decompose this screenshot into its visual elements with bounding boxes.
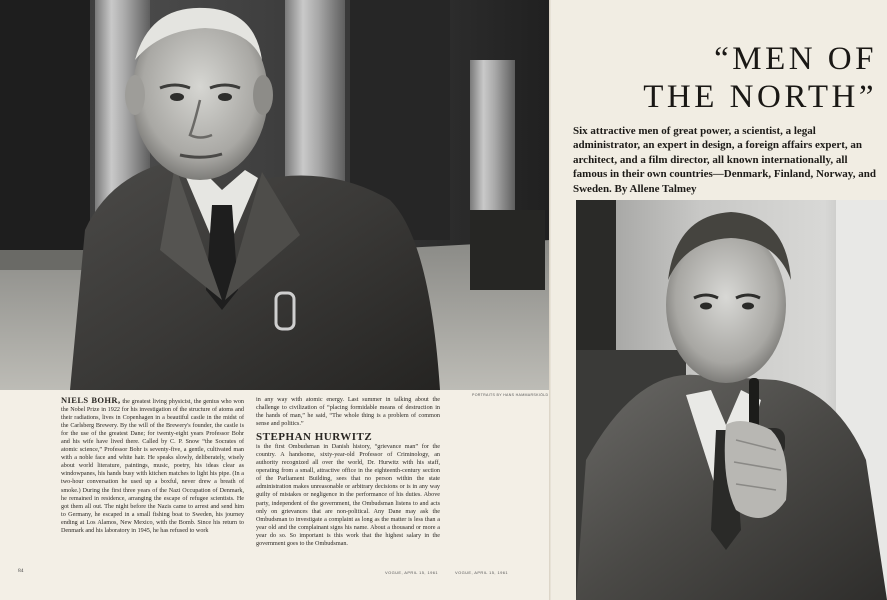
second-column <box>256 396 440 548</box>
bohr-continued: in any way with atomic energy. Last summer in talking about the challenge to civilization of “placing formidable means of destruction in the hands of man,” he said, “The whole thing is a problem of common sense and politics.” <box>256 397 440 428</box>
photo-credit: PORTRAITS BY HANS HAMMARSKIÖLD <box>472 393 549 397</box>
bohr-body: the greatest living physicist, the genius who won the Nobel Prize in 1922 for his investigation of the structure of atoms and their radiations, lives in Copenhagen in a beautiful castle in the midst of the Carlsberg Brewery. By the will of the Brewery's founder, the castle is for the use of the greatest Dane; for twenty-eight years Professor Bohr and his wife have lived there. Called by C. P. Snow “the Socrates of atomic science,” Professor Bohr is seventy-five, a gentle, cultivated man with a noble face and white hair. He speaks slowly, deliberately, wisely about world literature, paintings, music, poetry, his ideas clear as windowpanes, his hands busy with kitchen matches to light his pipe. (In a two-hour conversation he used up a boxful, never drew a breath of smoke.) During the first three years of the Nazi Occupation of Denmark, he remained in residence, arranging the escape of refugee scientists. He got them all out. The night before the Nazis came to arrest and send him to Germany, he escaped in a small fishing boat to Sweden, his journey ending at Los Alamos, New Mexico, with the Bomb. Since his return to Denmark and his laboratory in 1945, he has refused to work <box>61 399 244 534</box>
folio-date-right: VOGUE, APRIL 15, 1961 <box>455 570 508 575</box>
article-headline <box>572 40 877 116</box>
hurwitz-name: STEPHAN HURWITZ <box>256 431 373 444</box>
article-subhead: Six attractive men of great power, a scientist, a legal administrator, an expert in design, a foreign affairs expert, an architect, and a film director, all known internationally, all famous in their own countries—Denmark, Finland, Norway, and Sweden. By Allene Talmey <box>573 125 876 195</box>
hurwitz-body: is the first Ombudsman in Danish history, “grievance man” for the country. A handsome, sixty-year-old Professor of Criminology, an authority recognized all over the world, Dr. Hurwitz with his staff, operating from a small, attractive office in the eighteenth-century section of the Parliament Building, sees that no person within the state administration makes unreasonable or arbitrary decisions or is in any way guilty of mistakes or negligence in the performance of his duties. Above party, independent of the government, the Ombudsman listens to and acts only on grievances that are non-political. Any Dane may ask the Ombudsman to investigate a complaint as long as the matter is less than a year old and the complainant signs his name. About a thousand or more a year do so. So important is this work that the highest salary in the government goes to the Ombudsman. <box>256 444 440 547</box>
bohr-name: NIELS BOHR, <box>61 396 121 405</box>
folio-date-left: VOGUE, APRIL 15, 1961 <box>385 570 438 575</box>
hurwitz-paragraph <box>256 431 440 548</box>
stephan-hurwitz-portrait <box>576 200 887 600</box>
headline-line-1: “MEN OF <box>714 41 877 77</box>
niels-bohr-portrait <box>0 0 550 390</box>
headline-line-2: THE NORTH” <box>643 79 877 115</box>
bohr-column <box>61 396 244 572</box>
page-number: 84 <box>18 568 24 574</box>
